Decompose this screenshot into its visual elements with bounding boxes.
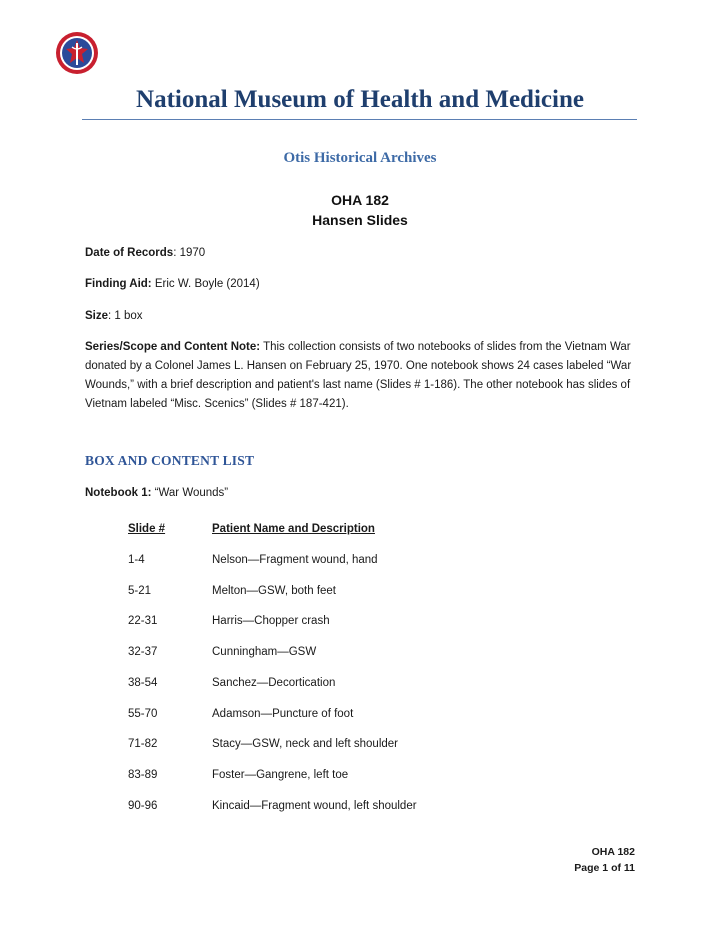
patient-description: Cunningham—GSW — [212, 646, 317, 658]
patient-description: Harris—Chopper crash — [212, 615, 330, 627]
date-of-records — [85, 244, 640, 263]
table-row — [0, 738, 720, 756]
size — [85, 307, 640, 326]
table-row — [0, 769, 720, 787]
notebook-label — [85, 487, 228, 499]
title-divider — [82, 119, 637, 120]
section-heading: BOX AND CONTENT LIST — [85, 453, 255, 468]
date-value: : 1970 — [173, 247, 206, 259]
finding-value: Eric W. Boyle (2014) — [151, 278, 260, 290]
scope-value: This collection consists of two notebooks of slides from the Vietnam War donated by a Colonel James L. Hansen on February 25, 1970. One notebook shows 24 cases labeled “War Wounds,” with a brief description and patient's last name (Slides # 1-186). The other notebook has slides of Vietnam labeled “Misc. Scenics” (Slides # 187-421). — [85, 341, 632, 410]
finding-label: Finding Aid: — [85, 278, 152, 290]
scope-label: Series/Scope and Content Note: — [85, 341, 261, 353]
table-row — [0, 615, 720, 633]
notebook-title: “War Wounds” — [151, 487, 229, 499]
size-value: : 1 box — [108, 310, 143, 322]
collection-title: Hansen Slides — [312, 212, 408, 228]
slide-range: 71-82 — [128, 738, 158, 750]
table-row — [0, 585, 720, 603]
date-label: Date of Records — [85, 247, 174, 259]
finding-aid — [85, 275, 640, 294]
footer-collection-id: OHA 182 — [591, 846, 635, 858]
slide-range: 55-70 — [128, 708, 158, 720]
patient-description: Kincaid—Fragment wound, left shoulder — [212, 800, 417, 812]
table-row — [0, 677, 720, 695]
patient-description: Melton—GSW, both feet — [212, 585, 337, 597]
column-header-description: Patient Name and Description — [212, 523, 375, 535]
slide-range: 22-31 — [128, 615, 158, 627]
slide-range: 1-4 — [128, 554, 145, 566]
collection-id: OHA 182 — [331, 192, 389, 208]
patient-description: Stacy—GSW, neck and left shoulder — [212, 738, 399, 750]
patient-description: Adamson—Puncture of foot — [212, 708, 354, 720]
patient-description: Sanchez—Decortication — [212, 677, 336, 689]
size-label: Size — [85, 310, 109, 322]
table-row — [0, 708, 720, 726]
table-row — [0, 554, 720, 572]
slide-range: 90-96 — [128, 800, 158, 812]
slide-range: 32-37 — [128, 646, 158, 658]
slide-range: 5-21 — [128, 585, 152, 597]
notebook-number: Notebook 1: — [85, 487, 152, 499]
footer-page-number: Page 1 of 11 — [574, 862, 635, 874]
column-header-slide: Slide # — [128, 523, 166, 535]
table-row — [0, 646, 720, 664]
museum-seal-icon — [55, 31, 99, 75]
organization-title: National Museum of Health and Medicine — [136, 86, 584, 113]
patient-description: Foster—Gangrene, left toe — [212, 769, 349, 781]
table-row — [0, 800, 720, 818]
patient-description: Nelson—Fragment wound, hand — [212, 554, 378, 566]
slide-range: 83-89 — [128, 769, 158, 781]
scope-note — [85, 338, 640, 414]
slide-range: 38-54 — [128, 677, 158, 689]
archive-name: Otis Historical Archives — [283, 150, 437, 166]
